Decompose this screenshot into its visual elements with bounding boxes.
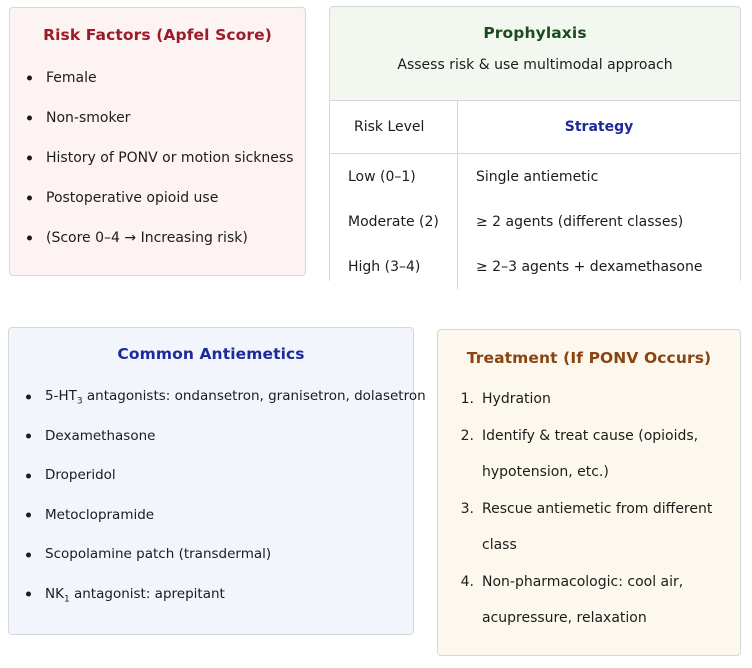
- strategy-cell: Single antiemetic: [458, 154, 741, 200]
- list-item: Droperidol: [9, 456, 413, 496]
- list-item: History of PONV or motion sickness: [10, 138, 305, 178]
- risk-level-cell: High (3–4): [348, 258, 421, 275]
- step-text: Rescue antiemetic from different class: [482, 501, 713, 553]
- table-row: [330, 199, 740, 244]
- subscript: 3: [76, 396, 83, 407]
- table-header-row: [330, 101, 740, 154]
- list-item: Female: [10, 58, 305, 98]
- drug-class-name: 5-HT: [45, 388, 77, 404]
- list-item: Scopolamine patch (transdermal): [9, 535, 413, 575]
- subscript: 1: [63, 594, 70, 605]
- step-number: 4.: [460, 574, 474, 590]
- antiemetics-title: Common Antiemetics: [117, 345, 305, 363]
- drug-class-detail: antagonists: ondansetron, granisetron, dolasetron: [82, 388, 426, 404]
- step-text: Hydration: [482, 391, 551, 407]
- treatment-title: Treatment (If PONV Occurs): [466, 349, 712, 367]
- treatment-steps: [438, 381, 740, 636]
- prophylaxis-subtitle: Assess risk & use multimodal approach: [397, 57, 673, 73]
- risk-factors-list: [10, 58, 305, 258]
- list-item: [9, 377, 426, 417]
- strategy-cell: ≥ 2 agents (different classes): [458, 199, 741, 244]
- table-row: [330, 154, 740, 200]
- list-item: [438, 491, 740, 563]
- antiemetics-list: [9, 377, 426, 614]
- risk-level-cell: Low (0–1): [348, 168, 416, 185]
- prophylaxis-card: [329, 6, 741, 283]
- drug-class-name: NK: [45, 585, 64, 602]
- step-number: 3.: [460, 501, 474, 517]
- list-item: [438, 381, 740, 417]
- list-item: [438, 418, 740, 490]
- table-row: [330, 244, 740, 289]
- treatment-card: [437, 329, 741, 656]
- step-number: 1.: [460, 391, 474, 407]
- step-text: Non-pharmacologic: cool air, acupressure, relaxation: [482, 574, 684, 626]
- risk-level-cell: Moderate (2): [348, 213, 439, 230]
- risk-factors-title: Risk Factors (Apfel Score): [43, 26, 272, 44]
- antiemetics-card: [8, 327, 426, 635]
- list-item: Metoclopramide: [9, 496, 413, 536]
- list-item: (Score 0–4 → Increasing risk): [10, 218, 305, 258]
- list-item: Dexamethasone: [9, 417, 413, 457]
- step-text: Identify & treat cause (opioids, hypotension, etc.): [482, 428, 699, 480]
- prophylaxis-title: Prophylaxis: [483, 24, 587, 42]
- list-item: [438, 564, 740, 636]
- risk-strategy-table: [330, 100, 740, 289]
- drug-class-detail: antagonist: aprepitant: [69, 585, 225, 602]
- list-item: [9, 575, 413, 615]
- strategy-header: Strategy: [458, 101, 741, 154]
- step-number: 2.: [460, 428, 474, 444]
- risk-factors-card: [9, 7, 306, 276]
- list-item: Non-smoker: [10, 98, 305, 138]
- risk-level-header: Risk Level: [330, 101, 458, 154]
- strategy-cell: ≥ 2–3 agents + dexamethasone: [458, 244, 741, 289]
- list-item: Postoperative opioid use: [10, 178, 305, 218]
